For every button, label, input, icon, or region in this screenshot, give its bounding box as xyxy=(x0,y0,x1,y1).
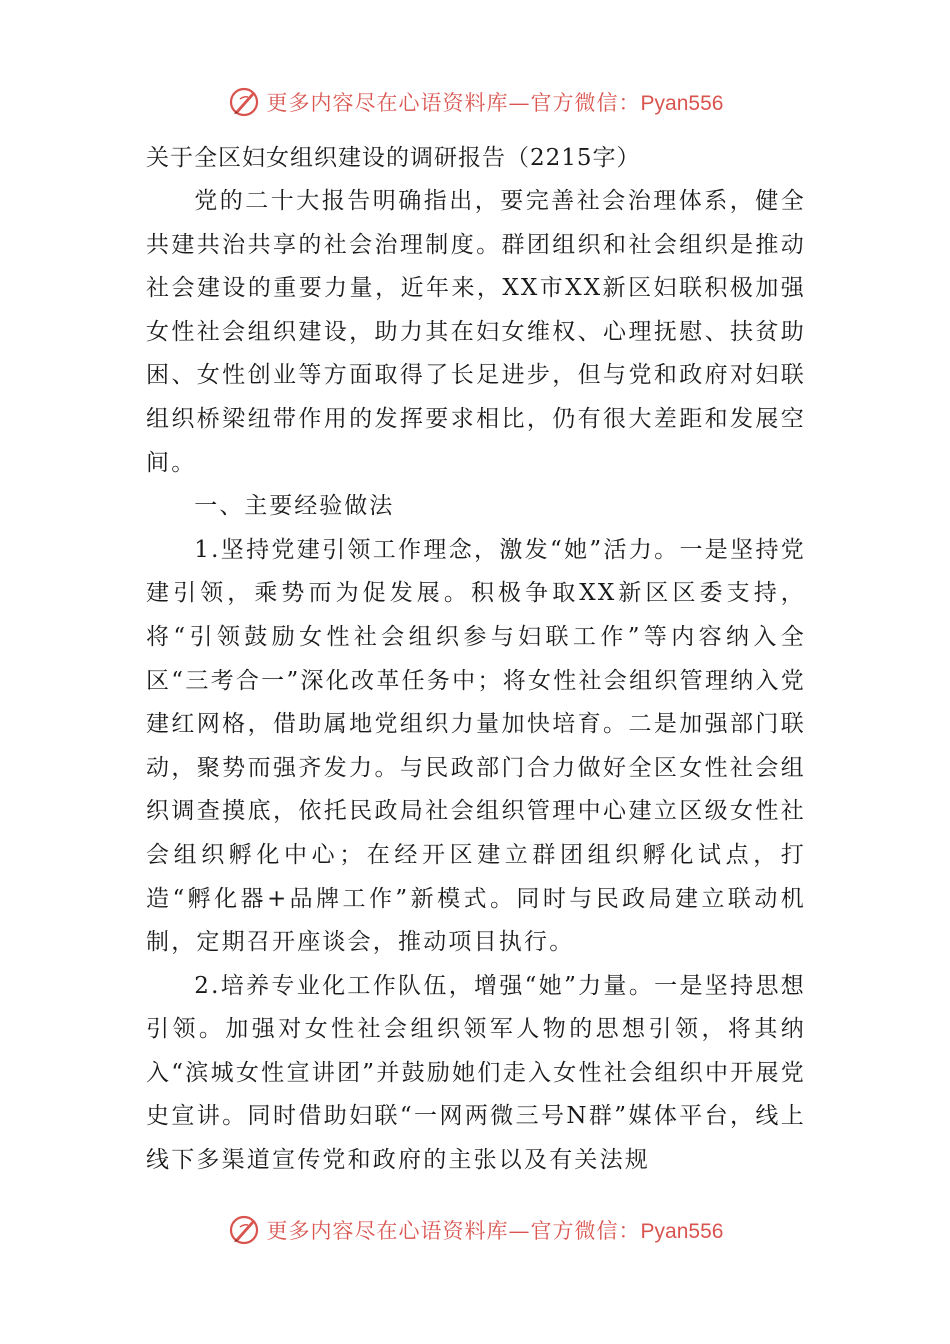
watermark-label: 更多内容尽在心语资料库—官方微信： xyxy=(266,91,641,115)
watermark-label: 更多内容尽在心语资料库—官方微信： xyxy=(266,1219,641,1243)
pen-logo-icon xyxy=(227,1213,261,1247)
document-body xyxy=(146,136,806,1183)
paragraph-intro: 党的二十大报告明确指出，要完善社会治理体系，健全共建共治共享的社会治理制度。群团组织和社会组织是推动社会建设的重要力量，近年来，XX市XX新区妇联积极加强女性社会组织建设，助力其在妇女维权、心理抚慰、扶贫助困、女性创业等方面取得了长足进步，但与党和政府对妇联组织桥梁纽带作用的发挥要求相比，仍有很大差距和发展空间。 xyxy=(146,188,806,476)
paragraph-item-2: 2.培养专业化工作队伍，增强“她”力量。一是坚持思想引领。加强对女性社会组织领军人物的思想引领，将其纳入“滨城女性宣讲团”并鼓励她们走入女性社会组织中开展党史宣讲。同时借助妇联“一网两微三号N群”媒体平台，线上线下多渠道宣传党和政府的主张以及有关法规 xyxy=(146,972,806,1174)
watermark-wechat-id: Pyan556 xyxy=(640,92,724,115)
watermark-text xyxy=(267,87,724,117)
watermark-text xyxy=(267,1215,724,1245)
watermark-footer xyxy=(0,1210,950,1250)
document-title: 关于全区妇女组织建设的调研报告（2215字） xyxy=(146,145,641,171)
pen-logo-icon xyxy=(227,85,261,119)
watermark-header xyxy=(0,82,950,122)
section-heading: 一、主要经验做法 xyxy=(194,493,395,520)
paragraph-item-1: 1.坚持党建引领工作理念，激发“她”活力。一是坚持党建引领，乘势而为促发展。积极争取XX新区区委支持，将“引领鼓励女性社会组织参与妇联工作”等内容纳入全区“三考合一”深化改革任务中；将女性社会组织管理纳入党建红网格，借助属地党组织力量加快培育。二是加强部门联动，聚势而强齐发力。与民政部门合力做好全区女性社会组织调查摸底，依托民政局社会组织管理中心建立区级女性社会组织孵化中心；在经开区建立群团组织孵化试点，打造“孵化器+品牌工作”新模式。同时与民政局建立联动机制，定期召开座谈会，推动项目执行。 xyxy=(146,536,806,956)
watermark-wechat-id: Pyan556 xyxy=(640,1220,724,1243)
